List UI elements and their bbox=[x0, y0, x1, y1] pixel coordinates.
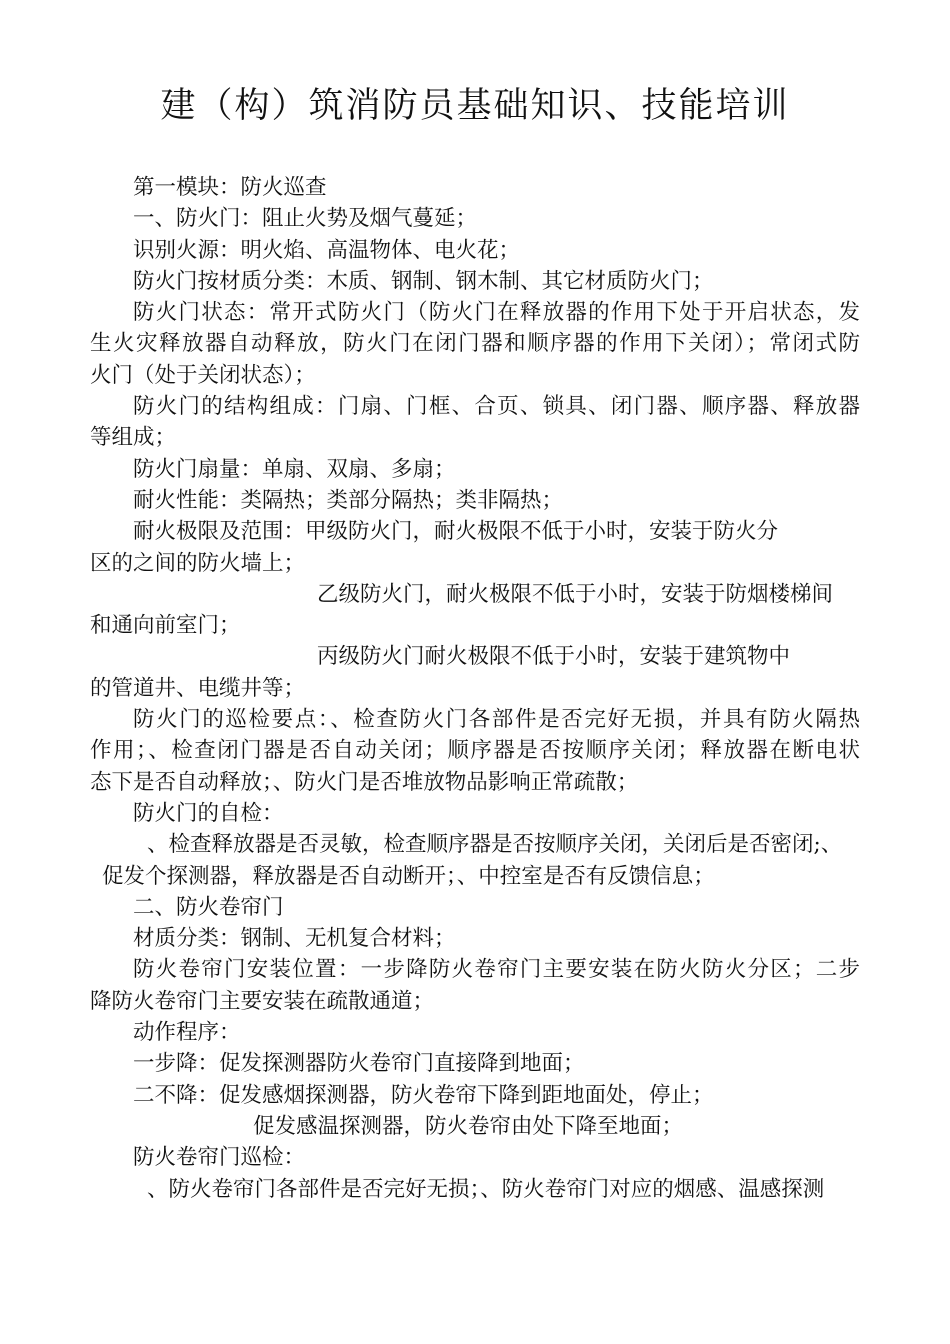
text-line: 态下是否自动释放；、防火门是否堆放物品影响正常疏散； bbox=[90, 769, 639, 795]
text-line: 材质分类：钢制、无机复合材料； bbox=[133, 926, 456, 952]
text-line: 耐火极限及范围：甲级防火门，耐火极限不低于小时，安装于防火分 bbox=[133, 519, 779, 545]
text-line: 防火卷帘门安装位置：一步降防火卷帘门主要安装在防火防火分区；二步 bbox=[133, 957, 860, 983]
text-line: 动作程序： bbox=[133, 1020, 241, 1046]
text-line: 防火卷帘门巡检： bbox=[133, 1145, 306, 1171]
text-line: 防火门扇量：单扇、双扇、多扇； bbox=[133, 456, 456, 482]
text-line: 促发感温探测器，防火卷帘由处下降至地面； bbox=[253, 1113, 684, 1139]
text-line: 丙级防火门耐火极限不低于小时，安装于建筑物中 bbox=[317, 644, 791, 670]
text-line: 二不降：促发感烟探测器，防火卷帘下降到距地面处，停止； bbox=[133, 1082, 714, 1108]
document-title: 建（构）筑消防员基础知识、技能培训 bbox=[160, 86, 790, 126]
text-line: 降防火卷帘门主要安装在疏散通道； bbox=[90, 988, 435, 1014]
text-line: 促发个探测器，释放器是否自动断开；、中控室是否有反馈信息； bbox=[102, 863, 715, 889]
text-line: 和通向前室门； bbox=[90, 613, 241, 639]
text-line: 一、防火门：阻止火势及烟气蔓延； bbox=[133, 206, 478, 232]
text-line: 防火门的结构组成：门扇、门框、合页、锁具、闭门器、顺序器、释放器 bbox=[133, 394, 860, 420]
text-line: 防火门按材质分类：木质、钢制、钢木制、其它材质防火门； bbox=[133, 268, 714, 294]
text-line: 火门（处于关闭状态）； bbox=[90, 362, 316, 388]
document-body bbox=[90, 172, 860, 1205]
text-line: 防火门的巡检要点：、检查防火门各部件是否完好无损，并具有防火隔热 bbox=[133, 707, 860, 733]
text-line: 防火门的自检： bbox=[133, 800, 284, 826]
text-line: 作用；、检查闭门器是否自动关闭；顺序器是否按顺序关闭；释放器在断电状 bbox=[90, 738, 860, 764]
text-line: 的管道井、电缆井等； bbox=[90, 675, 306, 701]
text-line: 等组成； bbox=[90, 425, 177, 451]
text-line: 识别火源：明火焰、高温物体、电火花； bbox=[133, 237, 521, 263]
text-line: 乙级防火门，耐火极限不低于小时，安装于防烟楼梯间 bbox=[317, 581, 834, 607]
text-line: 、防火卷帘门各部件是否完好无损；、防火卷帘门对应的烟感、温感探测 bbox=[147, 1176, 825, 1202]
text-line: 生火灾释放器自动释放，防火门在闭门器和顺序器的作用下关闭）；常闭式防 bbox=[90, 331, 860, 357]
text-line: 一步降：促发探测器防火卷帘门直接降到地面； bbox=[133, 1051, 585, 1077]
text-line: 区的之间的防火墙上； bbox=[90, 550, 306, 576]
text-line: 耐火性能：类隔热；类部分隔热；类非隔热； bbox=[133, 487, 564, 513]
text-line: 第一模块：防火巡查 bbox=[133, 175, 327, 200]
text-line: 、检查释放器是否灵敏，检查顺序器是否按顺序关闭，关闭后是否密闭;、 bbox=[147, 832, 843, 858]
text-line: 二、防火卷帘门 bbox=[133, 894, 284, 920]
text-line: 防火门状态：常开式防火门（防火门在释放器的作用下处于开启状态，发 bbox=[133, 300, 860, 326]
